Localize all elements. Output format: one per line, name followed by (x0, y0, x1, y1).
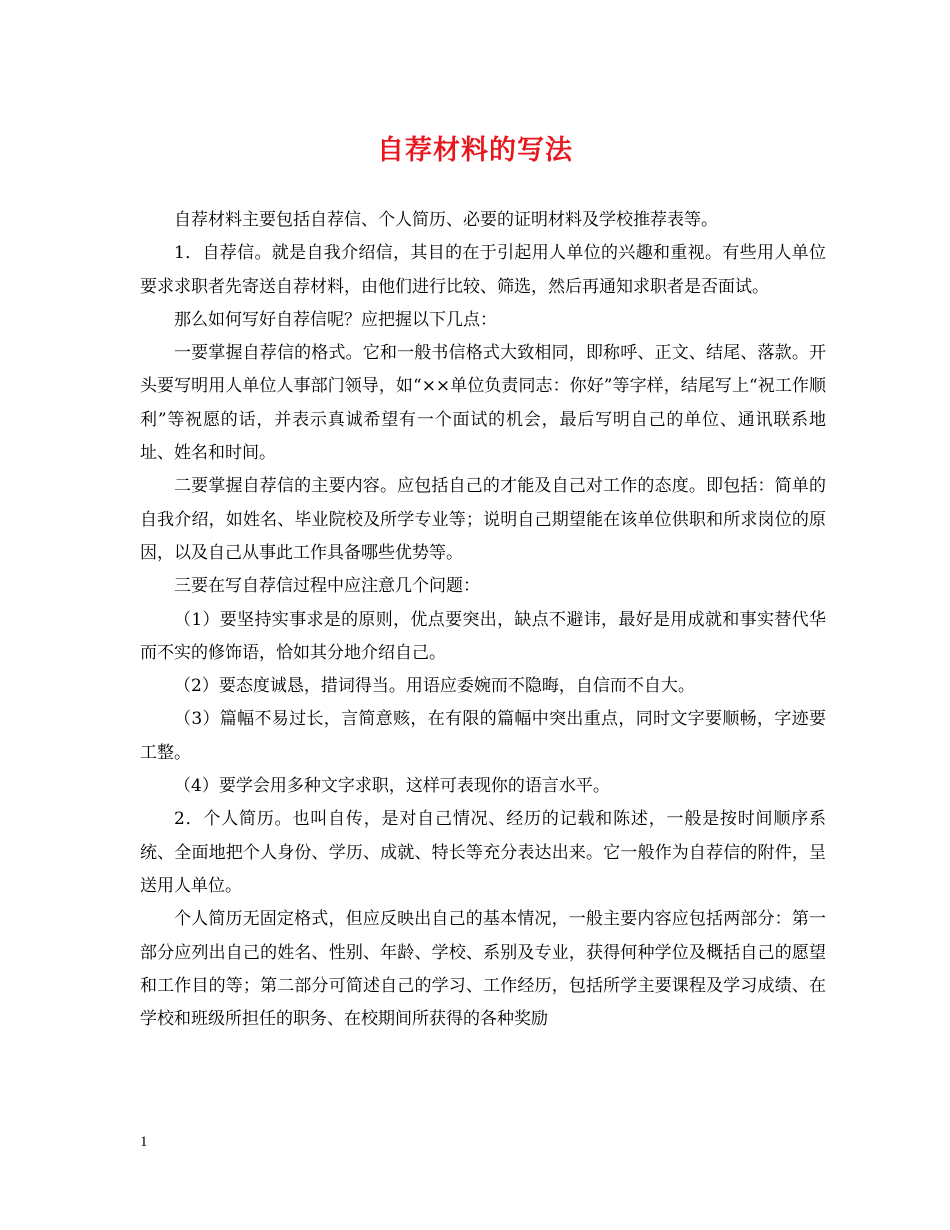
paragraph: （4）要学会用多种文字求职，这样可表现你的语言水平。 (174, 776, 610, 797)
document-title: 自荐材料的写法 (377, 135, 573, 166)
paragraph: （2）要态度诚恳，措词得当。用语应委婉而不隐晦，自信而不自大。 (174, 676, 695, 697)
document-body (140, 204, 826, 1036)
paragraph: 个人简历无固定格式，但应反映出自己的基本情况，一般主要内容应包括两部分：第一部分应列出自己的姓名、性别、年龄、学校、系别及专业，获得何种学位及概括自己的愿望和工作目的等；第二部分可简述自己的学习、工作经历，包括所学主要课程及学习成绩、在学校和班级所担任的职务、在校期间所获得的各种奖励 (140, 909, 826, 1030)
paragraph: 二要掌握自荐信的主要内容。应包括自己的才能及自己对工作的态度。即包括：简单的自我介绍，如姓名、毕业院校及所学专业等；说明自己期望能在该单位供职和所求岗位的原因，以及自己从事此工作具备哪些优势等。 (140, 476, 826, 563)
paragraph: 1．自荐信。就是自我介绍信，其目的在于引起用人单位的兴趣和重视。有些用人单位要求求职者先寄送自荐材料，由他们进行比较、筛选，然后再通知求职者是否面试。 (140, 243, 826, 297)
paragraph: 自荐材料主要包括自荐信、个人简历、必要的证明材料及学校推荐表等。 (174, 210, 718, 230)
paragraph: 三要在写自荐信过程中应注意几个问题： (174, 576, 480, 597)
paragraph: （1）要坚持实事求是的原则，优点要突出，缺点不避讳，最好是用成就和事实替代华而不实的修饰语，恰如其分地介绍自己。 (140, 609, 826, 663)
page-number: 1 (140, 1134, 148, 1150)
paragraph: 一要掌握自荐信的格式。它和一般书信格式大致相同，即称呼、正文、结尾、落款。开头要写明用人单位人事部门领导，如“××单位负责同志：你好”等字样，结尾写上“祝工作顺利”等祝愿的话，并表示真诚希望有一个面试的机会，最后写明自己的单位、通讯联系地址、姓名和时间。 (140, 343, 826, 464)
paragraph: （3）篇幅不易过长，言简意赅，在有限的篇幅中突出重点，同时文字要顺畅，字迹要工整。 (140, 709, 826, 763)
paragraph: 那么如何写好自荐信呢？应把握以下几点： (174, 309, 497, 330)
paragraph: 2．个人简历。也叫自传，是对自己情况、经历的记载和陈述，一般是按时间顺序系统、全面地把个人身份、学历、成就、特长等充分表达出来。它一般作为自荐信的附件，呈送用人单位。 (140, 809, 826, 896)
